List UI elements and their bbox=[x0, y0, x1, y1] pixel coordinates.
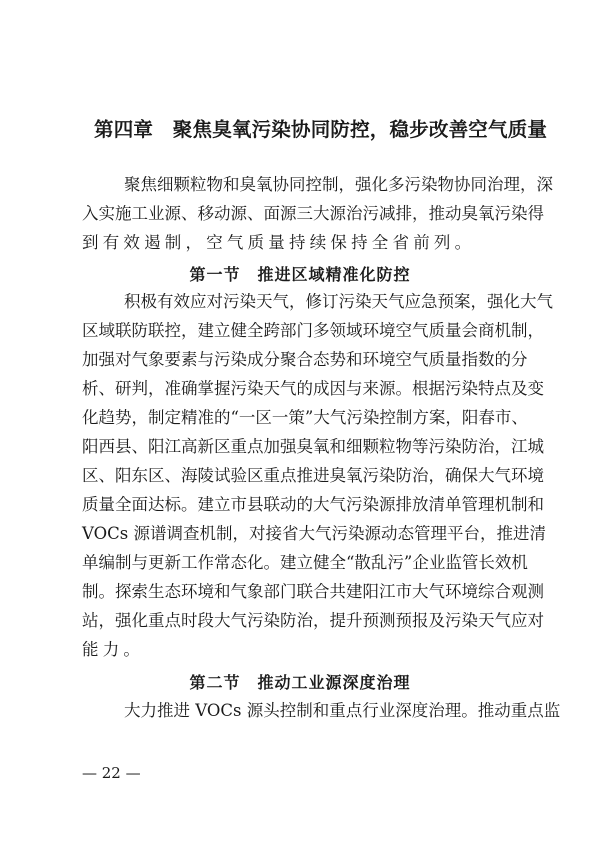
paragraph-line: VOCs 源谱调查机制，对接省大气污染源动态管理平台，推进清 bbox=[82, 524, 546, 543]
paragraph-line: 入实施工业源、移动源、面源三大源治污减排，推动臭氧污染得 bbox=[82, 204, 544, 223]
paragraph-line: 化趋势，制定精准的“一区一策”大气污染控制方案，阳春市、 bbox=[82, 408, 528, 427]
paragraph-line: 单编制与更新工作常态化。建立健全“散乱污”企业监管长效机 bbox=[82, 553, 528, 572]
paragraph-line: 阳西县、阳江高新区重点加强臭氧和细颗粒物等污染防治，江城 bbox=[82, 437, 544, 456]
chapter-title: 第四章 聚焦臭氧污染协同防控，稳步改善空气质量 bbox=[94, 118, 548, 141]
paragraph-line: 析、研判，准确掌握污染天气的成因与来源。根据污染特点及变 bbox=[82, 379, 544, 398]
paragraph-line: 质量全面达标。建立市县联动的大气污染源排放清单管理机制和 bbox=[82, 495, 544, 514]
page-number: — 22 — bbox=[82, 764, 141, 782]
paragraph-line: 大力推进 VOCs 源头控制和重点行业深度治理。推动重点监 bbox=[124, 701, 561, 720]
paragraph-line: 能力。 bbox=[82, 640, 145, 659]
paragraph-line: 制。探索生态环境和气象部门联合共建阳江市大气环境综合观测 bbox=[82, 582, 544, 601]
paragraph-line: 加强对气象要素与污染成分聚合态势和环境空气质量指数的分 bbox=[82, 350, 528, 369]
paragraph-line: 聚焦细颗粒物和臭氧协同控制，强化多污染物协同治理，深 bbox=[124, 175, 553, 194]
paragraph-line: 站，强化重点时段大气污染防治，提升预测预报及污染天气应对 bbox=[82, 611, 544, 630]
paragraph-line: 区、阳东区、海陵试验区重点推进臭氧污染防治，确保大气环境 bbox=[82, 466, 544, 485]
section-heading: 第一节 推进区域精准化防控 bbox=[189, 265, 411, 284]
paragraph-line: 区域联防联控，建立健全跨部门多领域环境空气质量会商机制， bbox=[82, 321, 544, 340]
paragraph-line: 积极有效应对污染天气，修订污染天气应急预案，强化大气 bbox=[124, 292, 553, 311]
paragraph-line: 到有效遏制，空气质量持续保持全省前列。 bbox=[82, 233, 476, 252]
section-heading: 第二节 推动工业源深度治理 bbox=[189, 673, 411, 692]
